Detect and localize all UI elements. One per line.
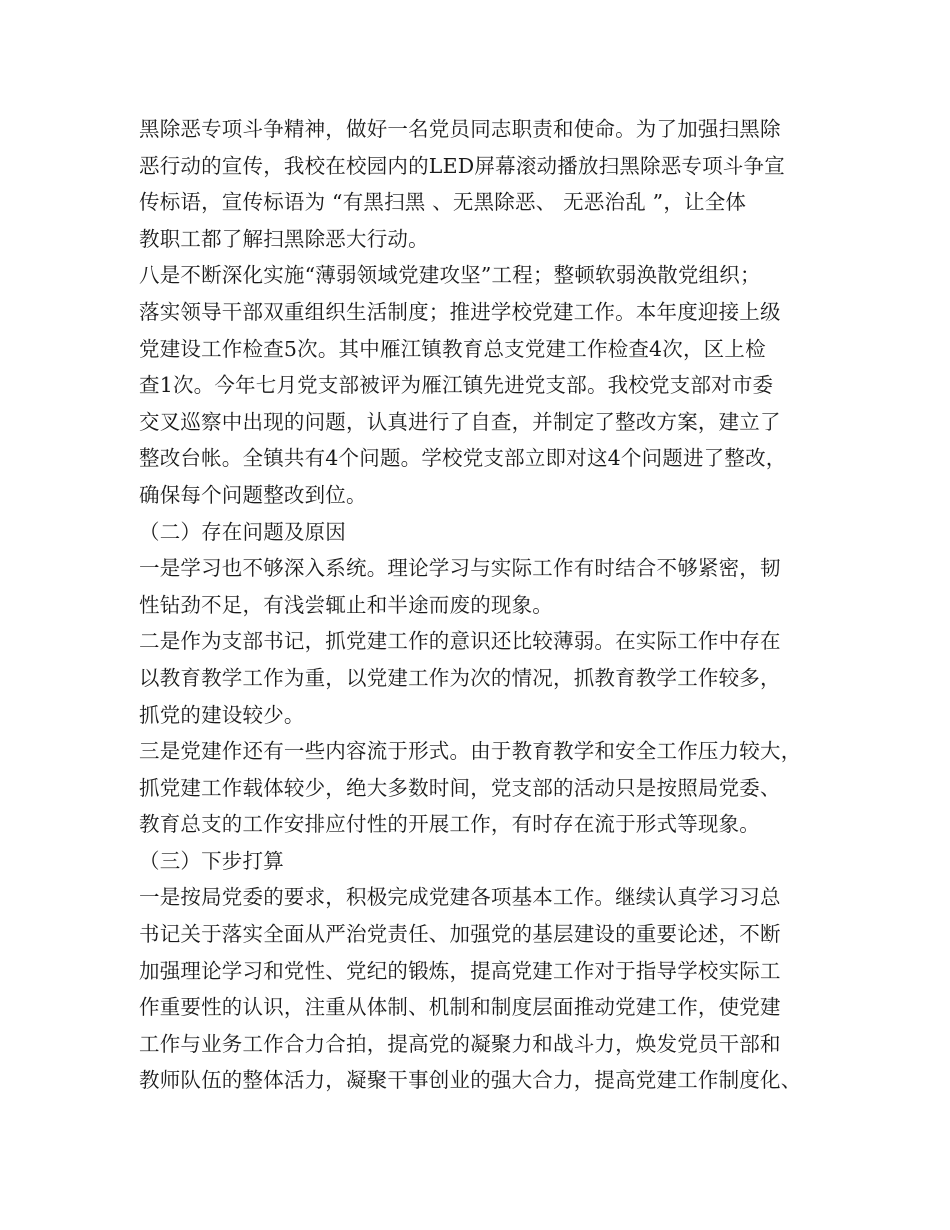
text-line: 党建设工作检查5次。其中雁江镇教育总支党建工作检查4次，区上检 <box>139 336 766 361</box>
text-line: 确保每个问题整改到位。 <box>139 482 367 507</box>
text-line: 一是学习也不够深入系统。理论学习与实际工作有时结合不够紧密，韧 <box>139 556 781 581</box>
text-line: 八是不断深化实施“薄弱领域党建攻坚”工程；整顿软弱涣散党组织； <box>139 263 761 288</box>
text-line: 教育总支的工作安排应付性的开展工作，有时存在流于形式等现象。 <box>139 812 760 837</box>
text-line: 交叉巡察中出现的问题，认真进行了自查，并制定了整改方案，建立了 <box>139 409 781 434</box>
text-line: 恶行动的宣传，我校在校园内的LED屏幕滚动播放扫黑除恶专项斗争宣 <box>139 153 785 178</box>
section-heading: （二）存在问题及原因 <box>139 519 346 544</box>
text-line: 抓党的建设较少。 <box>139 702 305 727</box>
text-line: 作重要性的认识，注重从体制、机制和制度层面推动党建工作，使党建 <box>139 995 781 1020</box>
text-line: 三是党建作还有一些内容流于形式。由于教育教学和安全工作压力较大， <box>139 739 802 764</box>
text-line: 教师队伍的整体活力，凝聚干事创业的强大合力，提高党建工作制度化、 <box>139 1068 802 1093</box>
body-text <box>139 111 839 1099</box>
text-line: 一是按局党委的要求，积极完成党建各项基本工作。继续认真学习习总 <box>139 885 781 910</box>
section-heading: （三）下步打算 <box>139 848 284 873</box>
text-line: 整改台帐。全镇共有4个问题。学校党支部立即对这4个问题进了整改， <box>139 446 787 471</box>
text-line: 查1次。今年七月党支部被评为雁江镇先进党支部。我校党支部对市委 <box>139 373 774 398</box>
text-line: 黑除恶专项斗争精神，做好一名党员同志职责和使命。为了加强扫黑除 <box>139 117 781 141</box>
text-line: 传标语，宣传标语为 “有黑扫黑 、无黑除恶、 无恶治乱 ”，让全体 <box>139 190 747 215</box>
text-line: 二是作为支部书记，抓党建工作的意识还比较薄弱。在实际工作中存在 <box>139 629 781 654</box>
text-line: 性钻劲不足，有浅尝辄止和半途而废的现象。 <box>139 592 553 617</box>
text-line: 抓党建工作载体较少，绝大多数时间，党支部的活动只是按照局党委、 <box>139 775 781 800</box>
text-line: 加强理论学习和党性、党纪的锻炼，提高党建工作对于指导学校实际工 <box>139 958 781 983</box>
text-line: 书记关于落实全面从严治党责任、加强党的基层建设的重要论述，不断 <box>139 922 781 947</box>
text-line: 教职工都了解扫黑除恶大行动。 <box>139 226 429 251</box>
text-line: 以教育教学工作为重，以党建工作为次的情况，抓教育教学工作较多， <box>139 665 781 690</box>
text-line: 落实领导干部双重组织生活制度；推进学校党建工作。本年度迎接上级 <box>139 299 781 324</box>
text-line: 工作与业务工作合力合拍，提高党的凝聚力和战斗力，焕发党员干部和 <box>139 1031 781 1056</box>
